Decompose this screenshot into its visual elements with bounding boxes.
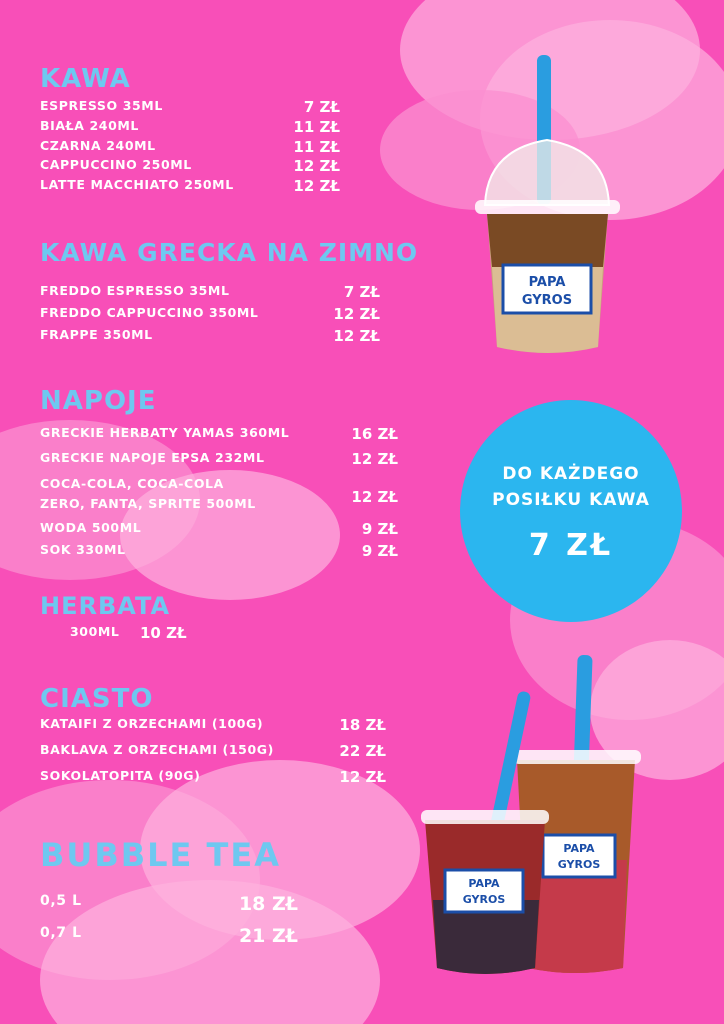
item-name: GRECKIE NAPOJE EPSA 232ML xyxy=(40,450,265,465)
item-name: WODA 500ML xyxy=(40,520,142,535)
cup-logo-line1: PAPA xyxy=(528,275,566,290)
section-title-bubble-tea: BUBBLE TEA xyxy=(40,836,281,874)
cup-logo-line2: GYROS xyxy=(557,858,601,871)
menu-item xyxy=(40,327,380,345)
menu-item xyxy=(40,305,380,323)
item-name: ESPRESSO 35ML xyxy=(40,98,163,113)
item-name: FREDDO ESPRESSO 35ML xyxy=(40,283,230,298)
item-name-line2: ZERO, FANTA, SPRITE 500ML xyxy=(40,496,256,511)
item-price: 18 ZŁ xyxy=(238,893,298,915)
cup-logo-line2: GYROS xyxy=(462,893,506,906)
section-title-herbata: HERBATA xyxy=(40,592,171,620)
item-price: 12 ZŁ xyxy=(333,305,380,323)
menu-item xyxy=(40,520,400,538)
item-price: 18 ZŁ xyxy=(339,716,386,734)
item-name: 300ML xyxy=(70,624,120,639)
section-title-kawa-grecka: KAWA GRECKA NA ZIMNO xyxy=(40,238,419,267)
menu-item xyxy=(40,542,400,560)
item-name: FRAPPE 350ML xyxy=(40,327,153,342)
item-price: 12 ZŁ xyxy=(351,488,398,506)
item-name: BIAŁA 240ML xyxy=(40,118,140,133)
item-price: 12 ZŁ xyxy=(293,157,340,175)
cup-logo-line2: GYROS xyxy=(521,293,573,308)
item-name: SOKOLATOPITA (90G) xyxy=(40,768,201,783)
item-name: LATTE MACCHIATO 250ML xyxy=(40,177,234,192)
menu-item xyxy=(40,157,340,175)
menu-item xyxy=(40,716,400,734)
item-price: 12 ZŁ xyxy=(333,327,380,345)
section-title-napoje: NAPOJE xyxy=(40,386,157,416)
menu-item xyxy=(40,450,400,468)
menu-item xyxy=(40,425,400,443)
menu-item xyxy=(40,893,320,915)
item-price: 7 ZŁ xyxy=(343,283,380,301)
menu-item xyxy=(40,476,400,514)
item-price: 16 ZŁ xyxy=(351,425,398,443)
promo-price: 7 ZŁ xyxy=(528,528,614,563)
item-price: 12 ZŁ xyxy=(339,768,386,786)
item-name: GRECKIE HERBATY YAMAS 360ML xyxy=(40,425,290,440)
item-price: 9 ZŁ xyxy=(361,520,398,538)
item-name: SOK 330ML xyxy=(40,542,126,557)
item-price: 12 ZŁ xyxy=(351,450,398,468)
item-price: 21 ZŁ xyxy=(238,925,298,947)
item-price: 11 ZŁ xyxy=(293,118,340,136)
item-name: CZARNA 240ML xyxy=(40,138,156,153)
item-name-line1: COCA-COLA, COCA-COLA xyxy=(40,476,224,491)
item-price: 10 ZŁ xyxy=(140,624,187,642)
menu-item xyxy=(40,177,340,195)
menu-item xyxy=(40,768,400,786)
menu-item xyxy=(40,138,340,156)
menu-item xyxy=(40,742,400,760)
promo-line2: POSIŁKU KAWA xyxy=(492,490,650,510)
item-price: 11 ZŁ xyxy=(293,138,340,156)
section-title-kawa: KAWA xyxy=(40,64,131,94)
item-name: FREDDO CAPPUCCINO 350ML xyxy=(40,305,259,320)
cup-logo-line1: PAPA xyxy=(468,877,500,890)
menu-item xyxy=(40,118,340,136)
item-name: CAPPUCCINO 250ML xyxy=(40,157,192,172)
cup-logo-line1: PAPA xyxy=(563,842,595,855)
item-name: 0,5 L xyxy=(40,893,82,909)
item-name: 0,7 L xyxy=(40,925,82,941)
menu-item xyxy=(40,98,340,116)
item-price: 7 ZŁ xyxy=(303,98,340,116)
promo-badge xyxy=(460,400,682,622)
iced-coffee-cup-image xyxy=(465,55,630,370)
menu-item xyxy=(70,624,230,642)
menu-item xyxy=(40,283,380,301)
item-name: BAKLAVA Z ORZECHAMI (150G) xyxy=(40,742,274,757)
item-price: 22 ZŁ xyxy=(339,742,386,760)
promo-line1: DO KAŻDEGO xyxy=(502,464,640,484)
item-name: KATAIFI Z ORZECHAMI (100G) xyxy=(40,716,264,731)
section-title-ciasto: CIASTO xyxy=(40,684,154,714)
bubble-tea-cups-image xyxy=(415,650,655,980)
item-price: 9 ZŁ xyxy=(361,542,398,560)
item-price: 12 ZŁ xyxy=(293,177,340,195)
menu-item xyxy=(40,925,320,947)
